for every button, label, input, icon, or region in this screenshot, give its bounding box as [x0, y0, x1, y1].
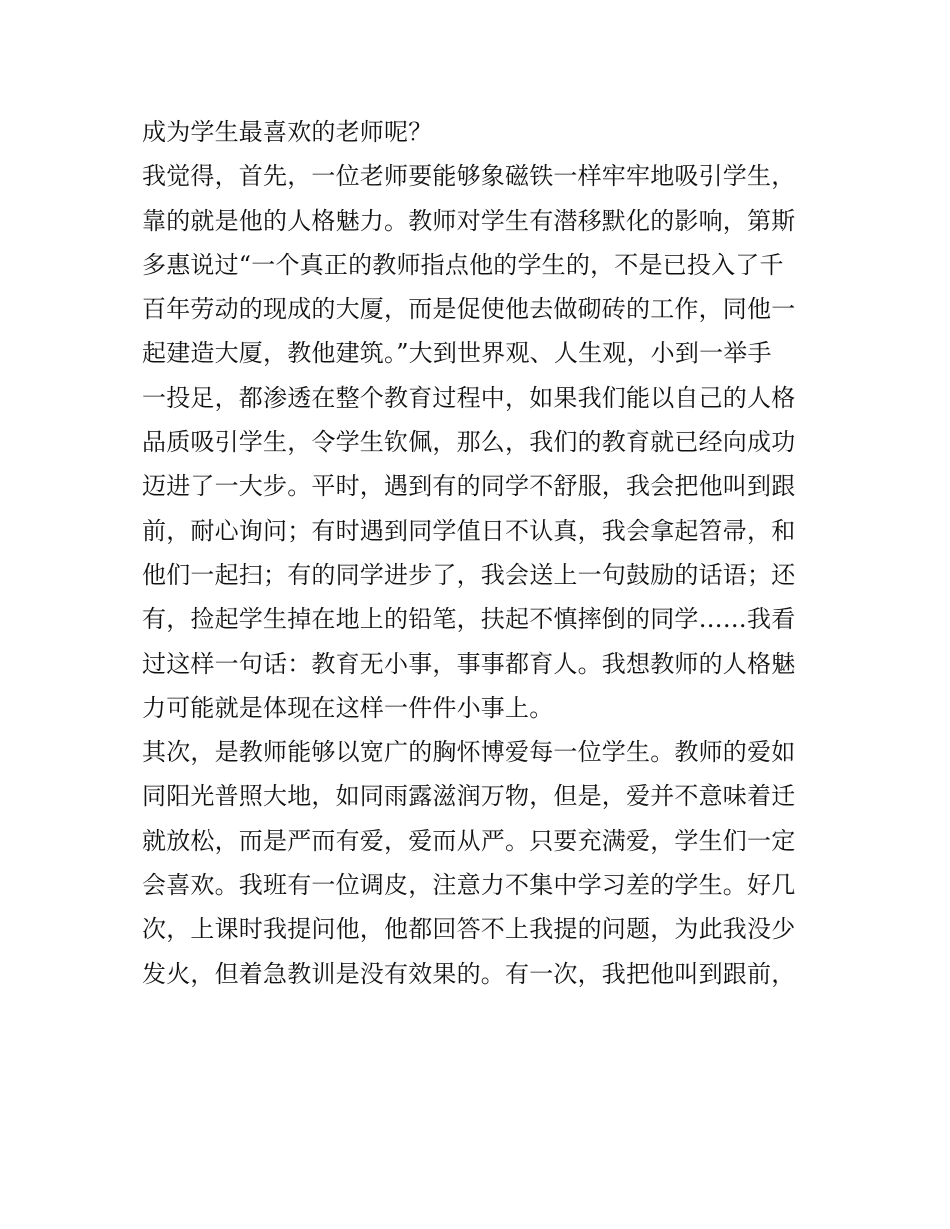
- text-line: 其次，是教师能够以宽广的胸怀博爱每一位学生。教师的爱如: [142, 738, 796, 767]
- text-line: 力可能就是体现在这样一件件小事上。: [142, 693, 554, 722]
- text-line: 次，上课时我提问他，他都回答不上我提的问题，为此我没少: [142, 915, 796, 944]
- text-line: 品质吸引学生，令学生钦佩，那么，我们的教育就已经向成功: [142, 428, 796, 457]
- text-line: 起建造大厦，教他建筑。”大到世界观、人生观，小到一举手: [142, 339, 772, 368]
- text-line: 靠的就是他的人格魅力。教师对学生有潜移默化的影响，第斯: [142, 206, 796, 235]
- text-line: 会喜欢。我班有一位调皮，注意力不集中学习差的学生。好几: [142, 871, 796, 900]
- text-line: 前，耐心询问；有时遇到同学值日不认真，我会拿起笤帚，和: [142, 516, 796, 545]
- text-line: 一投足，都渗透在整个教育过程中，如果我们能以自己的人格: [142, 383, 796, 412]
- text-line: 成为学生最喜欢的老师呢？: [142, 118, 433, 146]
- text-line: 多惠说过“一个真正的教师指点他的学生的，不是已投入了千: [142, 250, 784, 279]
- text-line: 迈进了一大步。平时，遇到有的同学不舒服，我会把他叫到跟: [142, 472, 796, 501]
- text-line: 就放松，而是严而有爱，爱而从严。只要充满爱，学生们一定: [142, 826, 796, 855]
- text-line: 同阳光普照大地，如同雨露滋润万物，但是，爱并不意味着迁: [142, 782, 796, 811]
- text-line: 我觉得，首先，一位老师要能够象磁铁一样牢牢地吸引学生，: [142, 162, 796, 191]
- text-line: 百年劳动的现成的大厦，而是促使他去做砌砖的工作，同他一: [142, 295, 796, 324]
- document-body: [142, 110, 812, 996]
- text-line: 有，捡起学生掉在地上的铅笔，扶起不慎摔倒的同学……我看: [142, 605, 796, 634]
- text-line: 过这样一句话：教育无小事，事事都育人。我想教师的人格魅: [142, 649, 796, 678]
- text-line: 他们一起扫；有的同学进步了，我会送上一句鼓励的话语；还: [142, 560, 796, 589]
- text-line: 发火，但着急教训是没有效果的。有一次，我把他叫到跟前，: [142, 959, 796, 988]
